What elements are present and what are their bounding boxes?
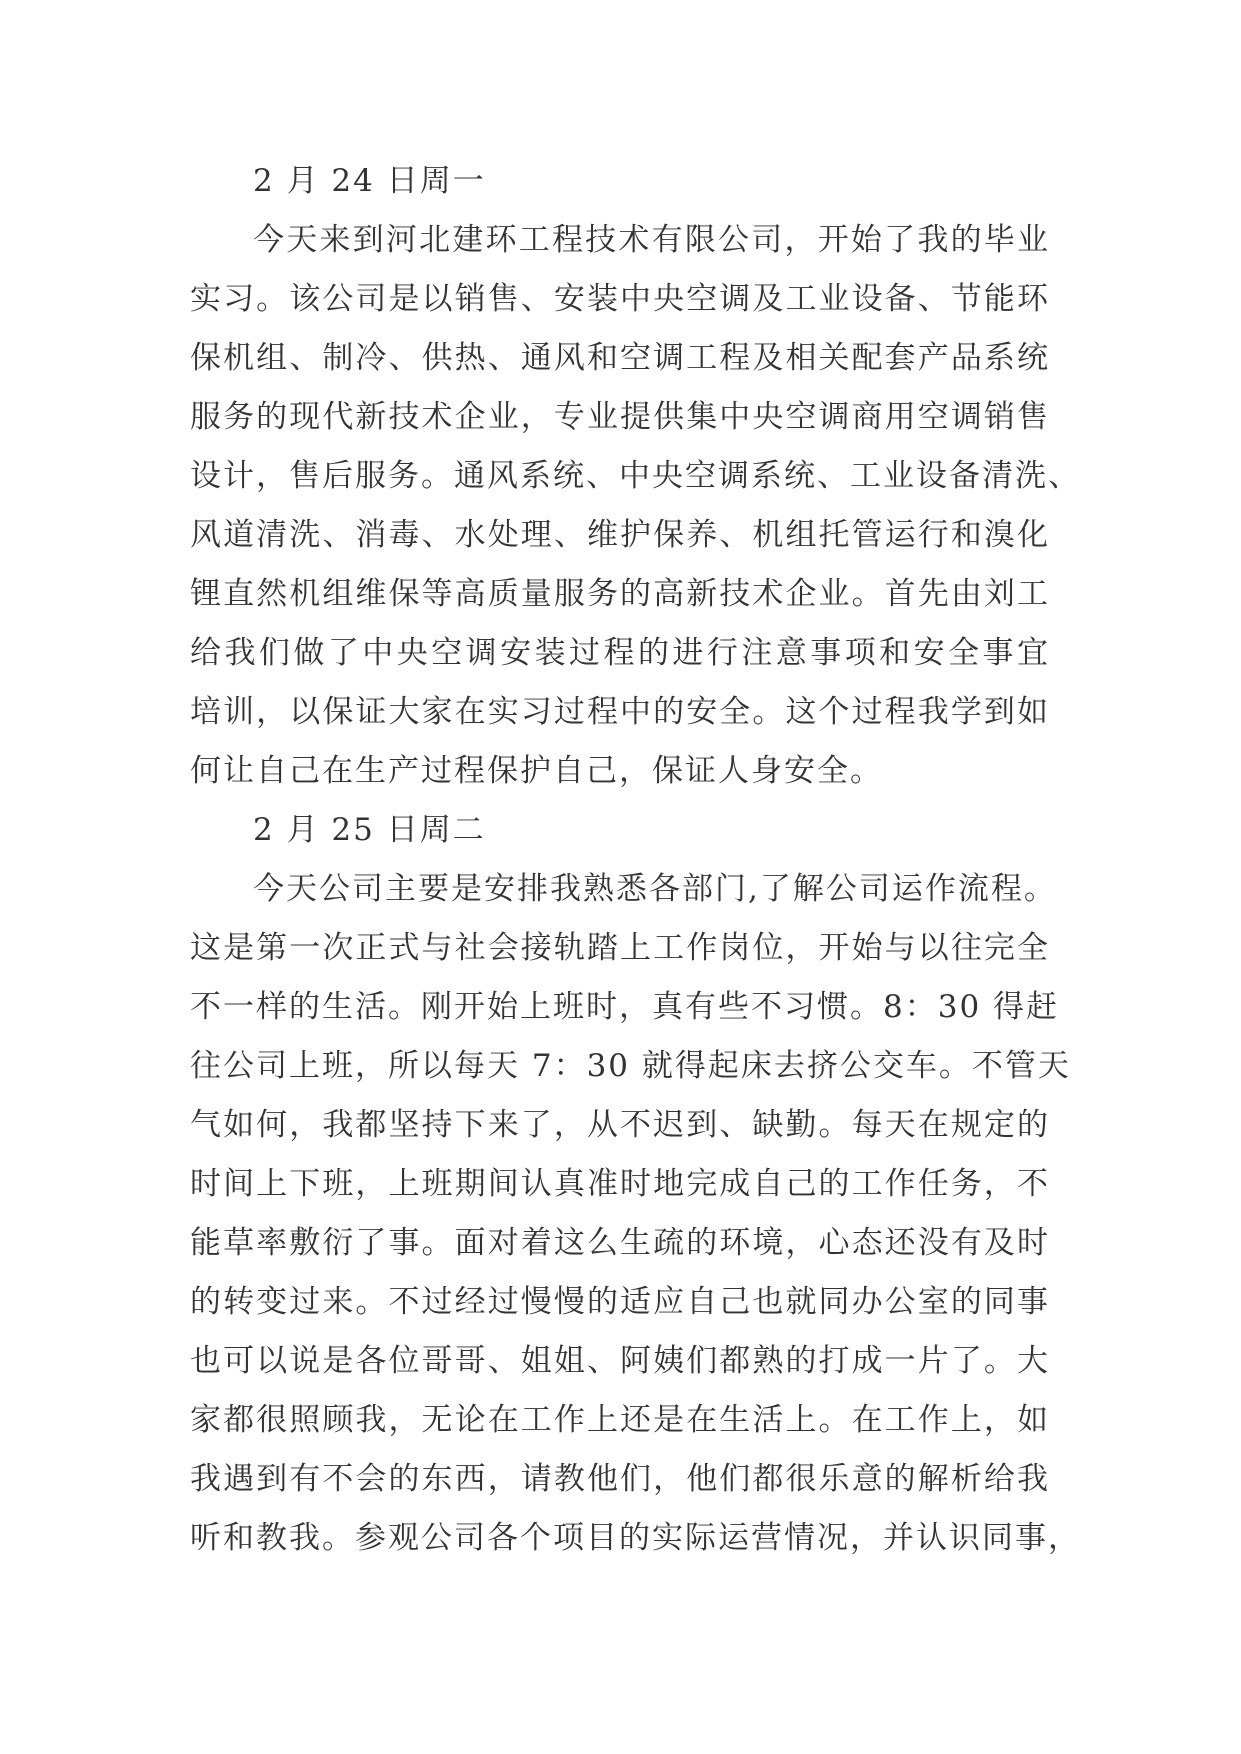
paragraph-line: 我遇到有不会的东西，请教他们，他们都很乐意的解析给我 <box>190 1461 1050 1497</box>
paragraph-line: 的转变过来。不过经过慢慢的适应自己也就同办公室的同事 <box>190 1284 1050 1320</box>
paragraph-line: 设计，售后服务。通风系统、中央空调系统、工业设备清洗、 <box>190 458 1081 494</box>
paragraph-line: 实习。该公司是以销售、安装中央空调及工业设备、节能环 <box>190 281 1050 317</box>
paragraph-line: 不一样的生活。刚开始上班时，真有些不习惯。8：30 得赶 <box>190 989 1060 1025</box>
paragraph-line: 保机组、制冷、供热、通风和空调工程及相关配套产品系统 <box>190 340 1050 376</box>
paragraph-line: 给我们做了中央空调安装过程的进行注意事项和安全事宜 <box>190 635 1050 671</box>
paragraph-line: 往公司上班，所以每天 7：30 就得起床去挤公交车。不管天 <box>190 1048 1071 1084</box>
paragraph-line: 家都很照顾我，无论在工作上还是在生活上。在工作上，如 <box>190 1402 1050 1438</box>
paragraph-line: 风道清洗、消毒、水处理、维护保养、机组托管运行和溴化 <box>190 517 1050 553</box>
paragraph-line: 今天来到河北建环工程技术有限公司，开始了我的毕业 <box>253 222 1050 258</box>
paragraph-line: 锂直然机组维保等高质量服务的高新技术企业。首先由刘工 <box>190 576 1050 612</box>
paragraph-line: 听和教我。参观公司各个项目的实际运营情况，并认识同事， <box>190 1520 1081 1556</box>
paragraph-line: 能草率敷衍了事。面对着这么生疏的环境，心态还没有及时 <box>190 1225 1050 1261</box>
paragraph-line: 今天公司主要是安排我熟悉各部门,了解公司运作流程。 <box>253 871 1057 907</box>
paragraph-line: 培训，以保证大家在实习过程中的安全。这个过程我学到如 <box>190 694 1050 730</box>
paragraph-line: 这是第一次正式与社会接轨踏上工作岗位，开始与以往完全 <box>190 930 1050 966</box>
paragraph-line: 也可以说是各位哥哥、姐姐、阿姨们都熟的打成一片了。大 <box>190 1343 1050 1379</box>
paragraph-line: 服务的现代新技术企业，专业提供集中央空调商用空调销售 <box>190 399 1050 435</box>
entry-date-heading: 2 月 25 日周二 <box>253 812 486 848</box>
paragraph-line: 时间上下班，上班期间认真准时地完成自己的工作任务，不 <box>190 1166 1050 1202</box>
paragraph-line: 气如何，我都坚持下来了，从不迟到、缺勤。每天在规定的 <box>190 1107 1050 1143</box>
entry-date-heading: 2 月 24 日周一 <box>253 163 486 199</box>
paragraph-line: 何让自己在生产过程保护自己，保证人身安全。 <box>190 753 883 789</box>
